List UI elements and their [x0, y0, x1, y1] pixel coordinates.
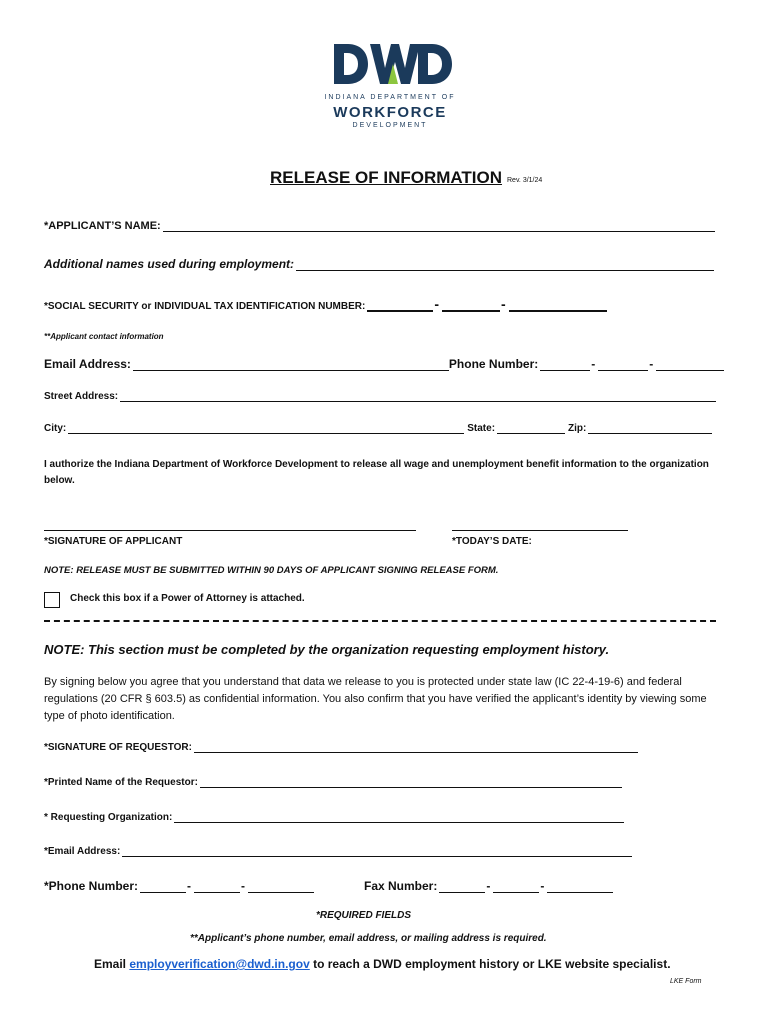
- contact-info-header: **Applicant contact information: [44, 332, 164, 341]
- requesting-organization-label: * Requesting Organization:: [44, 812, 173, 823]
- requestor-phone-line-2[interactable]: [194, 882, 240, 893]
- requestor-name-line[interactable]: [200, 777, 622, 788]
- revision-date: Rev. 3/1/24: [507, 177, 543, 184]
- authorization-text: I authorize the Indiana Department of Workforce Development to release all wage and unemployment benefit information to the organization below.: [44, 459, 709, 486]
- requestor-fax-line-1[interactable]: [439, 882, 485, 893]
- dwd-logo-mark: [320, 40, 460, 88]
- todays-date-label: *TODAY’S DATE:: [452, 536, 532, 547]
- logo-line3: DEVELOPMENT: [352, 122, 428, 129]
- applicant-phone-label: Phone Number:: [448, 357, 539, 371]
- requestor-phone-label: *Phone Number:: [44, 879, 139, 893]
- applicant-phone-line-2[interactable]: [598, 360, 648, 371]
- applicant-name-line[interactable]: [163, 221, 715, 232]
- requesting-organization-field[interactable]: [44, 812, 624, 823]
- footer-contact-line: [94, 957, 671, 971]
- requestor-email-field[interactable]: [44, 846, 632, 857]
- street-address-line[interactable]: [120, 391, 716, 402]
- requesting-organization-line[interactable]: [174, 812, 624, 823]
- applicant-email-line[interactable]: [133, 360, 449, 371]
- section-divider: [44, 620, 716, 622]
- requestor-name-field[interactable]: [44, 777, 622, 788]
- applicant-email-field[interactable]: Email Address: Phone Number: - -: [44, 357, 724, 371]
- zip-line[interactable]: [588, 423, 712, 434]
- requestor-fax-line-2[interactable]: [493, 882, 539, 893]
- ssn-part3-line[interactable]: [509, 300, 607, 312]
- applicant-phone-line-3[interactable]: [656, 360, 724, 371]
- ssn-part2-line[interactable]: [442, 300, 500, 312]
- form-name: LKE Form: [670, 978, 702, 985]
- requestor-signature-field[interactable]: [44, 742, 638, 753]
- applicant-name-field[interactable]: [44, 220, 715, 232]
- additional-names-field[interactable]: [44, 257, 714, 271]
- logo-line2: WORKFORCE: [333, 104, 447, 121]
- footer-suffix: to reach a DWD employment history or LKE website specialist.: [309, 957, 671, 971]
- city-label: City:: [44, 423, 67, 434]
- additional-names-line[interactable]: [296, 260, 714, 271]
- requestor-fax-field[interactable]: Fax Number: - -: [364, 879, 613, 893]
- city-state-zip-field[interactable]: [44, 423, 712, 434]
- zip-label: Zip:: [568, 423, 587, 434]
- todays-date-line[interactable]: [452, 530, 628, 531]
- state-line[interactable]: [497, 423, 565, 434]
- city-line[interactable]: [68, 423, 464, 434]
- street-address-label: Street Address:: [44, 391, 119, 402]
- requestor-email-label: *Email Address:: [44, 846, 121, 857]
- ssn-part1-line[interactable]: [367, 300, 433, 312]
- power-of-attorney-label: Check this box if a Power of Attorney is attached.: [70, 593, 305, 604]
- requestor-name-label: *Printed Name of the Requestor:: [44, 777, 198, 788]
- applicant-signature-label: *SIGNATURE OF APPLICANT: [44, 536, 183, 547]
- applicant-required-note: **Applicant’s phone number, email address, or mailing address is required.: [190, 933, 547, 944]
- state-label: State:: [467, 423, 496, 434]
- release-note: NOTE: RELEASE MUST BE SUBMITTED WITHIN 90 DAYS OF APPLICANT SIGNING RELEASE FORM.: [44, 565, 499, 576]
- applicant-email-label: Email Address:: [44, 357, 131, 371]
- footer-prefix: Email: [94, 957, 130, 971]
- requestor-signature-line[interactable]: [194, 742, 638, 753]
- ssn-field[interactable]: *SOCIAL SECURITY or INDIVIDUAL TAX IDENTIFICATION NUMBER: - -: [44, 296, 607, 312]
- applicant-phone-line-1[interactable]: [540, 360, 590, 371]
- street-address-field[interactable]: [44, 391, 716, 402]
- employment-verification-email-link[interactable]: employverification@dwd.in.gov: [129, 957, 310, 971]
- organization-section-note: NOTE: This section must be completed by the organization requesting employment history.: [44, 642, 610, 657]
- dwd-logo: [320, 40, 460, 132]
- requestor-phone-line-1[interactable]: [140, 882, 186, 893]
- agreement-text: By signing below you agree that you understand that data we release to you is protected under state law (IC 22-4-19-6) and federal regulations (20 CFR § 603.5) as confidential information. You also confirm that you have verified the applicant’s identity by viewing some type of photo identification.: [44, 676, 707, 722]
- requestor-fax-label: Fax Number:: [364, 879, 438, 893]
- requestor-fax-line-3[interactable]: [547, 882, 613, 893]
- power-of-attorney-checkbox[interactable]: [44, 592, 60, 608]
- logo-line1: INDIANA DEPARTMENT OF: [324, 94, 456, 101]
- ssn-label: *SOCIAL SECURITY or INDIVIDUAL TAX IDENTIFICATION NUMBER:: [44, 301, 366, 312]
- requestor-email-line[interactable]: [122, 846, 632, 857]
- applicant-signature-line[interactable]: [44, 530, 416, 531]
- requestor-phone-field[interactable]: *Phone Number: - -: [44, 879, 314, 893]
- requestor-signature-label: *SIGNATURE OF REQUESTOR:: [44, 742, 192, 753]
- additional-names-label: Additional names used during employment:: [44, 257, 295, 271]
- form-title: RELEASE OF INFORMATION: [270, 168, 503, 187]
- requestor-phone-line-3[interactable]: [248, 882, 314, 893]
- applicant-name-label: *APPLICANT’S NAME:: [44, 220, 161, 232]
- required-fields-note: *REQUIRED FIELDS: [316, 910, 412, 921]
